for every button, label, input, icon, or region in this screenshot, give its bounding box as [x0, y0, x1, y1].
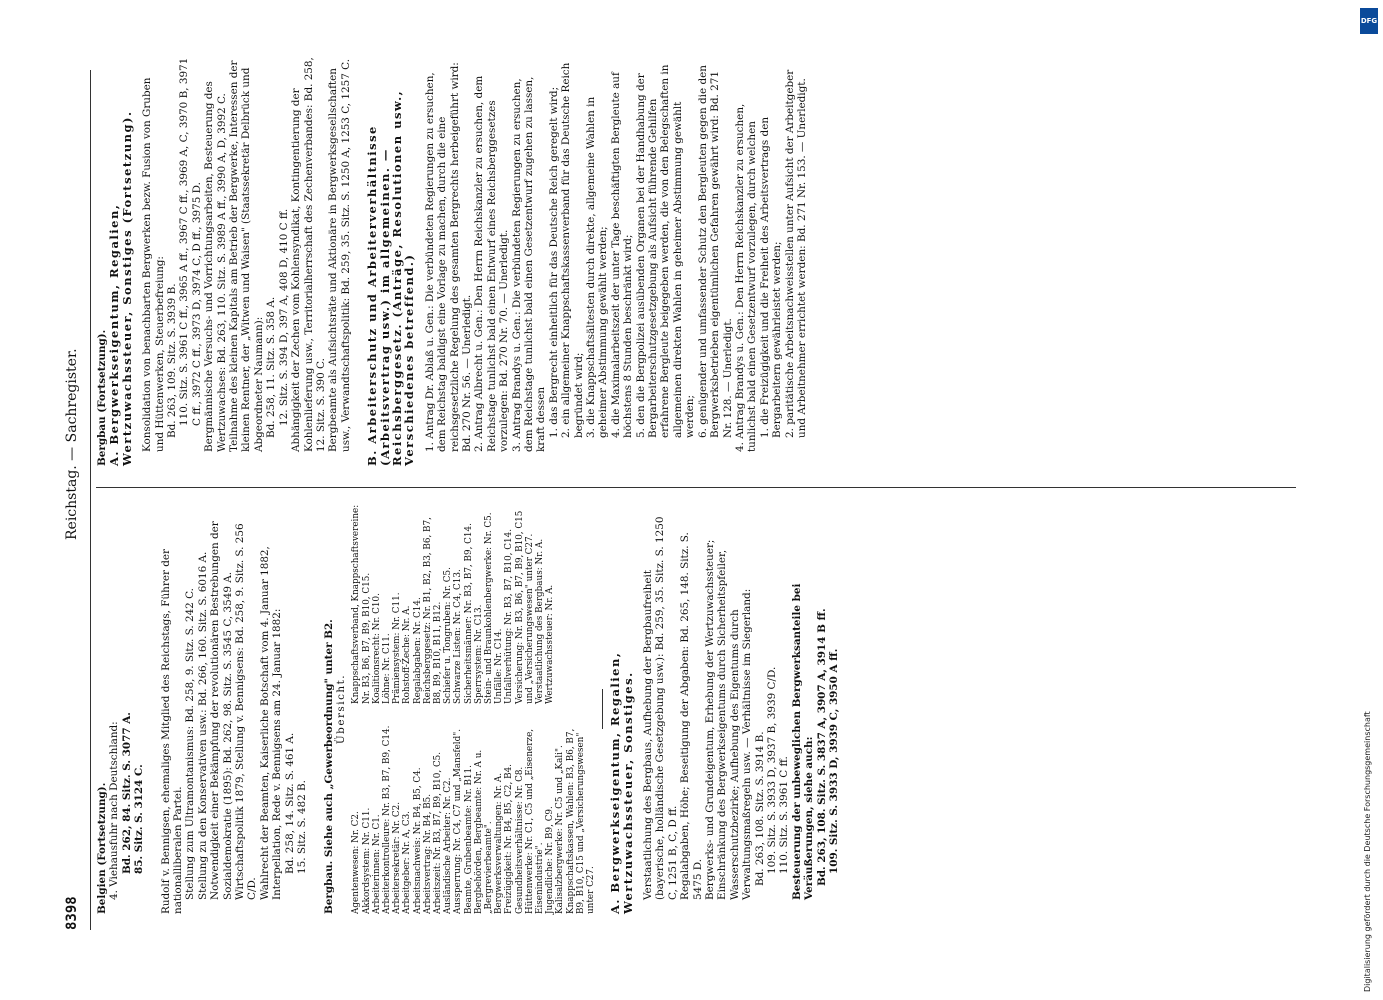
index-item: Kalisalzbergwerke: Nr. C5 und „Kali".: [555, 745, 566, 914]
overview-index: [351, 504, 596, 914]
index-item: Beamte, Grubenbeamte: Nr. B11.: [463, 765, 474, 914]
entry-ref: 15. Sitz. S. 482 B.: [296, 780, 309, 874]
index-item: Verstaatlichung des Bergbaus: Nr. A.: [534, 538, 545, 704]
index-item: Agentenwesen: Nr. C2.: [351, 811, 362, 914]
overview-column-2: [351, 504, 596, 704]
dfg-logo: DFG: [1360, 8, 1378, 34]
entry-line: Konsolidation von benachbarten Bergwerken bezw. Fusion von Gruben und Hüttenwerken, Steuerbefreiung:: [141, 77, 166, 452]
overview-column-1: [351, 714, 596, 914]
entry-heading: Bergbau (Fortsetzung).: [96, 329, 108, 466]
divider: [602, 689, 603, 729]
motion-subitem: 4. die Maximalarbeitszeit der unter Tage beschäftigten Bergleute auf höchstens 8 Stunden beschränkt wird;: [609, 72, 635, 438]
motion-subitem: 5. den die Bergpolizei ausübenden Organen bei der Handhabung der Bergarbeiterschutzgesetzgebung als Aufsicht führende Gehilfen erfahrene Bergleute beigegeben werden, die von den Belegschaften in allgemeinen direkten Wahlen in geheimer Abstimmung gewählt werden;: [634, 64, 697, 438]
entry-ref: 110. Sitz. S. 3961 C ff., 3965 A ff., 3967 C ff., 3969 A, C, 3970 B, 3971 C ff., 3972 C ff., 3973 D, 3974 C, D ff., 3975 D.: [178, 57, 203, 426]
section-a-continued: A. Bergwerkseigentum, Regalien, Wertzuwachssteuer, Sonstiges (Fortsetzung).: [107, 110, 134, 466]
motion-item: 3. Antrag Brandys u. Gen.: Die verbündeten Regierungen zu ersuchen, dem Reichstage tunlichst bald einen Gesetzentwurf zugehen zu lassen, kraft dessen: [510, 76, 548, 452]
motion-subitem: 3. die Knappschaftsältesten durch direkte, allgemeine Wahlen in geheimer Abstimmung gewählt werden;: [585, 96, 610, 438]
header-rule: [90, 70, 91, 930]
entry-ref: 110. Sitz. S. 3961 C ff.: [778, 756, 791, 874]
page-number: 8398: [64, 896, 80, 930]
entry-line: Verstaatlichung des Bergbaus, Aufhebung der Bergbaufreiheit (bayerische, holländische Gesetzgebung usw.): Bd. 259, 35. Sitz. S. 1250 C, 1251 B, C, D ff.: [642, 516, 679, 900]
index-item: Arbeiterinnen: Nr. C1.: [371, 814, 382, 914]
motion-subitem: 1. die Freizügigkeit und die Freiheit des Arbeitsvertrags den Bergarbeitern gewährleistet werden;: [758, 116, 784, 438]
index-item: Sicherheitsmänner: Nr. B3, B7, B9, C14.: [463, 523, 474, 704]
entry-line: Besteuerung der unbeweglichen Bergwerksanteile bei Veräußerungen, siehe auch:: [790, 583, 816, 900]
entry-line: Stellung zum Ultramontanismus: Bd. 258, 9. Sitz. S. 242 C.: [184, 588, 197, 900]
index-item: Arbeitszeit: Nr. B3, B7, B9, B10, C5.: [432, 751, 443, 914]
entry-ref: Bd. 263, 109. Sitz. S. 3939 B.: [166, 283, 179, 438]
left-column: [96, 504, 841, 914]
entry-ref: 109. Sitz. S. 3933 D, 3937 B, 3939 C/D.: [766, 666, 779, 874]
digitization-credit: [1359, 8, 1379, 994]
entry-line: Bergbeamte als Aufsichtsräte und Aktionäre in Bergwerksgesellschaften usw., Verwandtschaftspolitik: Bd. 259, 35. Sitz. S. 1250 A, 1253 C, 1257 C.: [327, 58, 352, 452]
column-rule: [96, 487, 1296, 488]
entry-ref: 12. Sitz. S. 394 D, 397 A, 408 D, 410 C ff.: [277, 208, 290, 426]
index-item: Unfallverhütung: Nr. B3, B7, B10, C14.: [504, 529, 515, 704]
index-item: Hüttenwerke: Nr. C1, C5 und „Eisenerze, Eisenindustrie".: [524, 728, 545, 914]
entry-line: Bergmännische Versuchs- und Vorrichtungsarbeiten, Besteuerung des Wertzuwachses: Bd. 263, 110. Sitz. S. 3989 A ff., 3990 A, D, 3992 C.: [203, 81, 228, 452]
entry-heading: Belgien (Fortsetzung).: [96, 782, 108, 914]
index-item: Akkordsystem: Nr. C11.: [361, 807, 372, 914]
index-item: Arbeitsvertrag: Nr. B4, B5.: [422, 793, 433, 914]
index-item: Ausländische Arbeiter: Nr. C2.: [443, 777, 454, 914]
entry-ref: Bd. 263, 108. Sitz. S. 3837 A, 3907 A, 3914 B ff.: [815, 608, 828, 886]
entry-heading: Rudolf v. Bennigsen, ehemaliges Mitglied des Reichstags, Führer der nationalliberalen Partei.: [159, 548, 185, 914]
index-item: Reichsberggesetz: Nr. B1, B2, B3, B6, B7, B8, B9, B10, B11, B12.: [422, 517, 443, 704]
index-item: Aussperrung: Nr. C4, C7 und „Mansfeld".: [453, 728, 464, 914]
section-b-heading: B. Arbeiterschutz und Arbeiterverhältnisse (Arbeitsvertrag usw.) im allgemeinen. — Reichsberggesetz. (Anträge, Resolutionen usw., Verschiedenes betreffend.): [365, 89, 417, 466]
entry-line: Teilnahme des kleinen Kapitals am Betrieb der Bergwerke, Interessen der kleinen Rentner, der „Witwen und Waisen" (Staatssekretär Delbrück und Abgeordneter Naumann):: [228, 60, 265, 452]
index-item: Knappschaftsverband, Knappschaftsvereine: Nr. B3, B6, B7, B9, B10, C15.: [351, 504, 372, 704]
section-heading-bergbau: Bergbau. Siehe auch „Gewerbeordnung" unter B2.: [322, 619, 335, 914]
motion-item: 1. Antrag Dr. Ablaß u. Gen.: Die verbündeten Regierungen zu ersuchen, dem Reichstag baldigst eine Vorlage zu machen, durch die eine reichsgesetzliche Regelung des gesamten Bergrechts herbeigeführt wird: Bd. 270 Nr. 56. — Unerledigt.: [423, 62, 473, 452]
index-item: Prämiensystem: Nr. C11.: [392, 592, 403, 704]
entry-ref: Bd. 262, 84. Sitz. S. 3077 A.: [120, 712, 133, 874]
index-item: Arbeitersekretär: Nr. C2.: [392, 801, 403, 914]
index-item: Gesundheitsverhältnisse: Nr. C8.: [514, 766, 525, 914]
index-item: Sperrsystem: Nr. C13.: [473, 604, 484, 704]
index-item: Knappschaftskassen, Wahlen: B3, B6, B7, B9, B10, C15 und „Versicherungswesen" unter C27.: [565, 728, 596, 914]
index-item: Arbeitsnachweis: Nr. B4, B5, C4.: [412, 767, 423, 914]
index-item: Arbeitgeber: Nr. A, C3.: [402, 811, 413, 914]
index-item: Freizügigkeit: Nr. B4, B5, C2, B4.: [504, 764, 515, 914]
motion-subitem: 1. das Bergrecht einheitlich für das Deutsche Reich geregelt wird;: [547, 86, 560, 438]
entry-ref: Bd. 258, 14. Sitz. S. 461 A.: [283, 732, 296, 874]
entry-line: Wirtschaftspolitik 1879, Stellung v. Bennigsens: Bd. 258, 9. Sitz. S. 256 C/D.: [234, 523, 259, 900]
entry-line: Bergwerks- und Grundeigentum, Erhebung der Wertzuwachssteuer; Einschränkung des Bergwerkseigentums durch Sicherheitspfeiler, Wasserschutzbezirke; Aufhebung des Eigentums durch Verwaltungsmaßregeln usw. — Verhältnisse im Siegerland:: [704, 539, 754, 900]
index-item: Stein- und Braunkohlenbergwerke: Nr. C5.: [483, 512, 494, 704]
credit-text: Digitalisierung gefördert durch die Deutsche Forschungsgemeinschaft: [1363, 711, 1372, 992]
right-column: [96, 56, 808, 466]
index-item: Arbeiterkontrolleure: Nr. B3, B7, B9, C14.: [381, 725, 392, 914]
index-item: Versicherung: Nr. B3, B6, B7, B9, B10, C15 und „Versicherungswesen" unter C27.: [514, 510, 535, 704]
index-item: Löhne: Nr. C11.: [381, 633, 392, 704]
entry-ref: 109. Sitz. S. 3933 D, 3939 C, 3950 A ff.: [828, 648, 841, 874]
motion-subitem: 2. ein allgemeiner Knappschaftskassenverband für das Deutsche Reich begründet wird;: [560, 62, 585, 438]
motion-item: 4. Antrag Brandys u. Gen.: Den Herrn Reichskanzler zu ersuchen, tunlichst bald einen Gesetzentwurf vorzulegen, durch welchen: [733, 103, 759, 452]
index-item: Wertzuwachssteuer: Nr. A.: [545, 584, 556, 704]
section-a-heading: A. Bergwerkseigentum, Regalien, Wertzuwachssteuer, Sonstiges.: [608, 651, 635, 914]
motion-subitem: 2. paritätische Arbeitsnachweisstellen unter Aufsicht der Arbeitgeber und Arbeitnehmer errichtet werden: Bd. 271 Nr. 153. — Unerledigt.: [783, 69, 808, 438]
motion-subitem: 6. genügender und umfassender Schutz den Bergleuten gegen die den Bergwerksbetrieben eigentümlichen Gefahren gewährt wird: Bd. 271 Nr. 128. — Unerledigt.: [696, 65, 734, 438]
index-item: Bergwerksverwaltungen: Nr. A.: [494, 772, 505, 914]
entry-ref: Bd. 258, 11. Sitz. S. 358 A.: [265, 296, 278, 438]
overview-title: Übersicht.: [334, 673, 347, 745]
index-item: Jugendliche: Nr. B9, C9.: [545, 806, 556, 914]
index-item: Koalitionsrecht: Nr. C10.: [371, 593, 382, 704]
index-item: Regalabgaben: Nr. C14.: [412, 597, 423, 704]
entry-line: Stellung zu den Konservativen usw.: Bd. 266, 160. Sitz. S. 6016 A.: [196, 551, 209, 900]
entry-line: Abhängigkeit der Zechen vom Kohlensyndikat, Kontingentierung der Kohlenlieferung usw., Territorialherrschaft des Zechenverbandes: Bd. 258, 12. Sitz. S. 390 C.: [290, 57, 327, 452]
motion-item: 2. Antrag Albrecht u. Gen.: Den Herrn Reichskanzler zu ersuchen, dem Reichstage tunlichst bald einen Entwurf eines Reichsberggesetzes vorzulegen: Bd. 270 Nr. 70. — Unerledigt.: [473, 75, 511, 452]
entry-line: 4. Viehausfuhr nach Deutschland:: [108, 721, 121, 900]
entry-line: Wahlrecht der Beamten, Kaiserliche Botschaft vom 4. Januar 1882, Interpellation, Rede v. Bennigsens am 24. Januar 1882:: [258, 546, 284, 900]
entry-line: Regalabgaben, Höhe; Beseitigung der Abgaben: Bd. 265, 148. Sitz. S. 5475 D.: [679, 532, 704, 900]
entry-line: Notwendigkeit einer Bekämpfung der revolutionären Bestrebungen der Sozialdemokratie (1895): Bd. 262, 98. Sitz. S. 3545 C, 3549 A.: [209, 521, 234, 900]
index-item: Bergbehörden, Bergbeamte: Nr. A u. „Bergrevierbeamte".: [473, 749, 494, 914]
running-title: Reichstag. — Sachregister.: [64, 348, 80, 540]
entry-ref: Bd. 263, 108. Sitz. S. 3914 B.: [753, 731, 766, 886]
entry-ref: 85. Sitz. S. 3124 C.: [133, 764, 146, 874]
index-item: Rohstoff-Zeche: Nr. A.: [402, 605, 413, 704]
index-item: Unfälle: Nr. C14.: [494, 628, 505, 704]
index-item: Schwarze Listen: Nr. C4, C13.: [453, 569, 464, 704]
index-item: Schiefer u. Tongruben: Nr. C5.: [443, 567, 454, 704]
page-header: [64, 70, 88, 930]
